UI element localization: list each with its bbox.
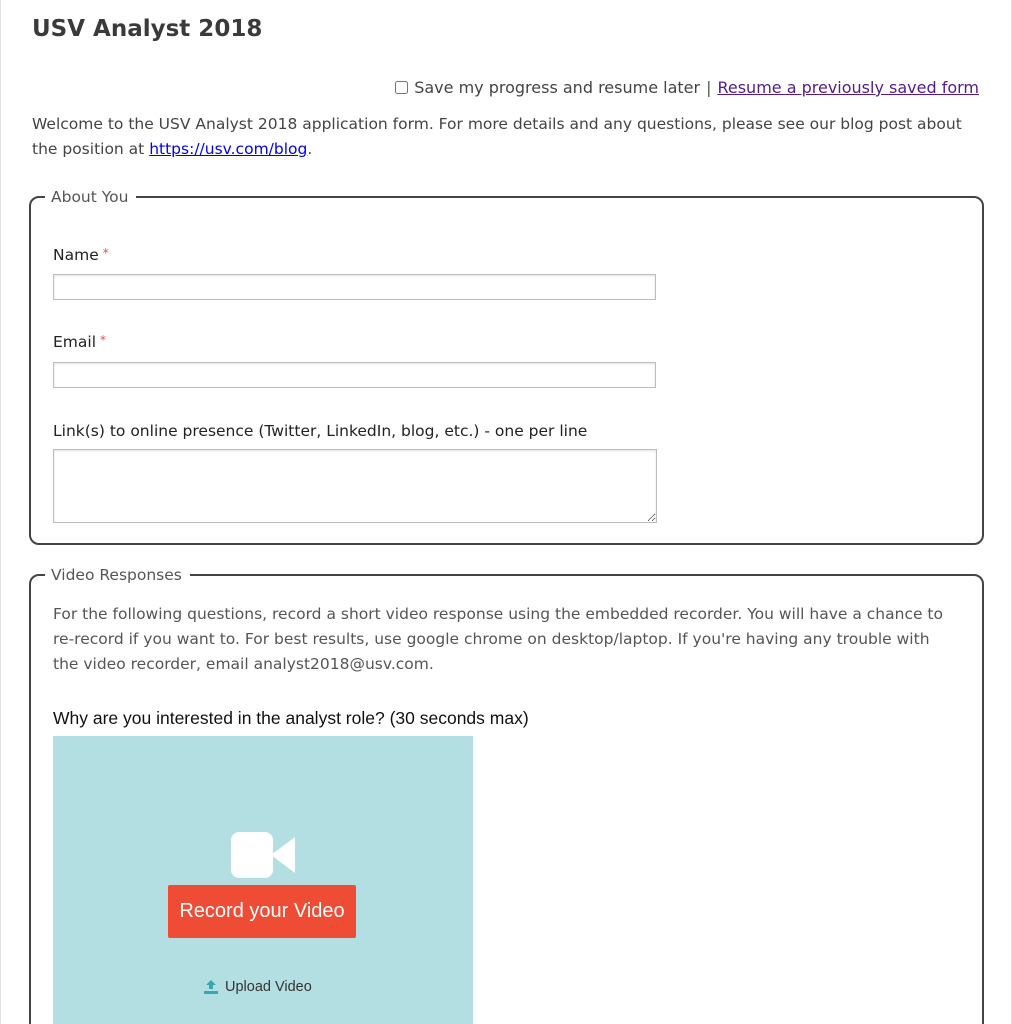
- intro-text: [32, 112, 987, 162]
- upload-icon: [204, 980, 218, 994]
- about-you-section: [29, 188, 984, 545]
- email-label: [53, 333, 106, 351]
- upload-video-label[interactable]: Upload Video: [225, 979, 312, 995]
- video-responses-section: [29, 566, 984, 1024]
- blog-link[interactable]: https://usv.com/blog: [149, 140, 308, 158]
- video-responses-legend: Video Responses: [51, 566, 182, 584]
- video-question: Why are you interested in the analyst role? (30 seconds max): [53, 708, 529, 728]
- about-you-legend: About You: [51, 188, 129, 206]
- video-camera-icon: [231, 832, 295, 878]
- online-presence-textarea[interactable]: [53, 449, 657, 523]
- record-video-button[interactable]: Record your Video: [168, 885, 356, 938]
- required-marker: *: [100, 333, 107, 347]
- email-input[interactable]: [53, 362, 656, 388]
- video-recorder: [53, 736, 473, 1024]
- save-progress-row: [395, 78, 979, 97]
- save-progress-label[interactable]: Save my progress and resume later: [414, 78, 701, 97]
- required-marker: *: [102, 246, 109, 260]
- intro-suffix: .: [307, 140, 313, 158]
- name-label: [53, 246, 109, 264]
- intro-body: Welcome to the USV Analyst 2018 application form. For more details and any questions, please see our blog post about the position at: [32, 115, 962, 158]
- links-label: Link(s) to online presence (Twitter, LinkedIn, blog, etc.) - one per line: [53, 422, 588, 440]
- email-label-text: Email: [53, 333, 97, 351]
- save-progress-checkbox[interactable]: [395, 81, 408, 94]
- resume-saved-form-link[interactable]: Resume a previously saved form: [717, 78, 979, 97]
- upload-video-link[interactable]: [204, 979, 312, 995]
- separator: |: [706, 78, 712, 97]
- video-instructions: For the following questions, record a short video response using the embedded recorder. You will have a chance to re-record if you want to. For best results, use google chrome on desktop/laptop. If you're having any trouble with the video recorder, email analyst2018@usv.com.: [53, 605, 943, 673]
- name-input[interactable]: [53, 274, 656, 300]
- name-label-text: Name: [53, 246, 99, 264]
- page-title: USV Analyst 2018: [32, 16, 263, 42]
